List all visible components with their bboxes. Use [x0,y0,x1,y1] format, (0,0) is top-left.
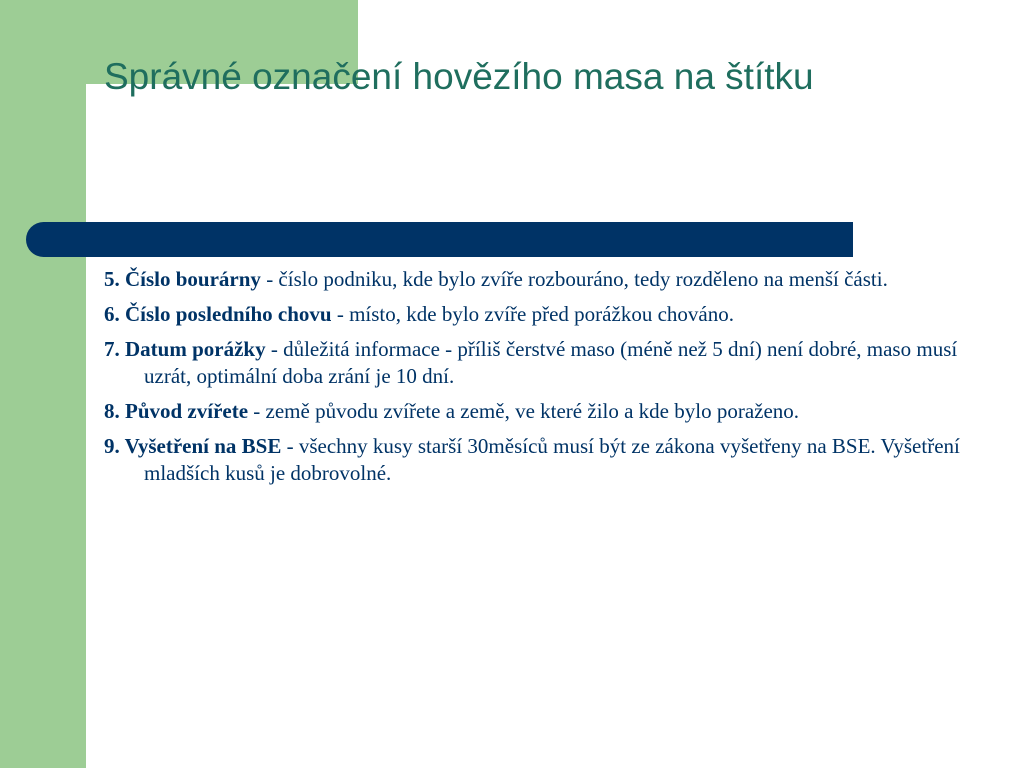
list-item-text: - všechny kusy starší 30měsíců musí být ze zákona vyšetřeny na BSE. Vyšetření mladších kusů je dobrovolné. [144,434,960,485]
bullet-list [104,266,964,495]
list-item [104,398,964,425]
list-item-heading: 9. Vyšetření na BSE [104,434,282,458]
list-item-text: - země původu zvířete a země, ve které žilo a kde bylo poraženo. [248,399,800,423]
list-item-text: - místo, kde bylo zvíře před porážkou chováno. [331,302,734,326]
title-divider-bar [26,222,853,257]
list-item-heading: 6. Číslo posledního chovu [104,302,332,326]
list-item-heading: 7. Datum porážky [104,337,266,361]
list-item [104,266,964,293]
rounded-corner-shape [86,84,358,224]
list-item [104,336,964,390]
slide-title: Správné označení hovězího masa na štítku [104,56,814,97]
list-item [104,301,964,328]
list-item-heading: 8. Původ zvířete [104,399,249,423]
left-green-strip [0,0,86,768]
list-item-heading: 5. Číslo bourárny [104,267,261,291]
list-item-text: - číslo podniku, kde bylo zvíře rozbouráno, tedy rozděleno na menší části. [260,267,888,291]
list-item-text: - důležitá informace - příliš čerstvé maso (méně než 5 dní) není dobré, maso musí uzrát, optimální doba zrání je 10 dní. [144,337,958,388]
list-item [104,433,964,487]
